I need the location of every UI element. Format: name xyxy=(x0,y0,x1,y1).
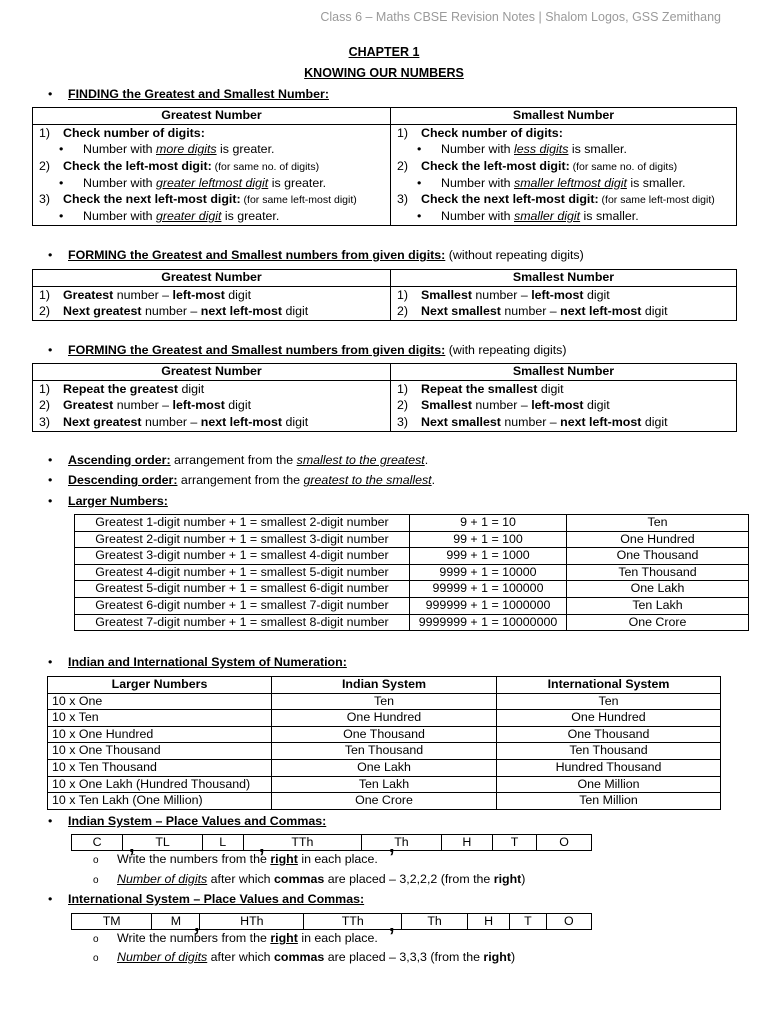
table-cell: 999999 + 1 = 1000000 xyxy=(410,597,567,614)
table-cell: One Lakh xyxy=(272,759,497,776)
table-row xyxy=(48,759,721,776)
comma-mark: , xyxy=(259,835,265,857)
place-value-cell: TM xyxy=(72,914,152,930)
table-cell: Greatest 4-digit number + 1 = smallest 5-digit number xyxy=(75,564,410,581)
table-cell: One Hundred xyxy=(272,710,497,727)
table-row xyxy=(75,597,749,614)
table-cell: Ten Thousand xyxy=(567,564,749,581)
table-cell: 10 x Ten Lakh (One Million) xyxy=(48,793,272,810)
table-row xyxy=(48,726,721,743)
chapter-subtitle: KNOWING OUR NUMBERS xyxy=(304,66,464,80)
table-cell: Greatest 5-digit number + 1 = smallest 6-digit number xyxy=(75,581,410,598)
table-cell: Ten Million xyxy=(497,793,721,810)
table-cell: One Thousand xyxy=(567,548,749,565)
place-value-cell: M xyxy=(152,914,200,930)
place-value-cell: L xyxy=(202,835,243,851)
indian-pv-note-2: o Number of digits after which commas are placed – 3,2,2,2 (from the right) xyxy=(93,872,526,886)
table-cell: Ten xyxy=(272,693,497,710)
international-place-value-table xyxy=(71,913,592,930)
table-cell: Ten Thousand xyxy=(272,743,497,760)
finding-heading: • FINDING the Greatest and Smallest Number: xyxy=(48,87,329,101)
page-header: Class 6 – Maths CBSE Revision Notes | Shalom Logos, GSS Zemithang xyxy=(320,10,721,24)
place-value-cell: HTh xyxy=(200,914,304,930)
table-cell: One Thousand xyxy=(272,726,497,743)
table-cell: 10 x One xyxy=(48,693,272,710)
table-cell: Greatest 2-digit number + 1 = smallest 3-digit number xyxy=(75,531,410,548)
table-row xyxy=(48,710,721,727)
systems-heading: • Indian and International System of Numeration: xyxy=(48,655,347,669)
table-cell: One Hundred xyxy=(567,531,749,548)
table-cell: Greatest 3-digit number + 1 = smallest 4-digit number xyxy=(75,548,410,565)
table-row xyxy=(48,693,721,710)
comma-mark: , xyxy=(389,835,395,857)
descending-order: • Descending order: arrangement from the greatest to the smallest. xyxy=(48,473,436,487)
table-cell: 999 + 1 = 1000 xyxy=(410,548,567,565)
table-cell: 10 x Ten xyxy=(48,710,272,727)
table-cell: Hundred Thousand xyxy=(497,759,721,776)
comma-mark: , xyxy=(389,914,395,936)
forming-repeat-heading: • FORMING the Greatest and Smallest numbers from given digits: (with repeating digits) xyxy=(48,343,567,357)
place-value-cell: O xyxy=(537,835,592,851)
place-value-cell: TL xyxy=(123,835,203,851)
larger-numbers-table xyxy=(74,514,749,631)
place-value-cell: Th xyxy=(402,914,468,930)
table-cell: Greatest 7-digit number + 1 = smallest 8-digit number xyxy=(75,614,410,631)
table-cell: 9999999 + 1 = 10000000 xyxy=(410,614,567,631)
table-row xyxy=(48,776,721,793)
place-value-cell: T xyxy=(510,914,546,930)
table-cell: One Thousand xyxy=(497,726,721,743)
indian-pv-heading: • Indian System – Place Values and Commas: xyxy=(48,814,327,828)
table-cell: 99 + 1 = 100 xyxy=(410,531,567,548)
table-cell: Ten Lakh xyxy=(567,597,749,614)
place-value-cell: TTh xyxy=(304,914,402,930)
table-cell: Greatest 1-digit number + 1 = smallest 2-digit number xyxy=(75,515,410,532)
finding-table: Greatest Number Smallest Number 1) Check number of digits: • Number with more digits is greater. 2) Check the left-most digit: (for same no. of digits) • Number with greater leftmost digit is greater. 3) Check the next left-most digit: (for same left-most digit) • Number with greater digit is greater. 1) Check number of digits: • Number with less digits is smaller. 2) Check the left-most digit: (for same no. of digits) • Number with smaller leftmost digit is smaller. 3) Check the next left-most digit: (for same left-most digit) • Number with smaller digit is smaller. xyxy=(32,107,737,226)
table-cell: Ten Thousand xyxy=(497,743,721,760)
table-row xyxy=(75,531,749,548)
table-row xyxy=(75,515,749,532)
place-value-cell: H xyxy=(467,914,509,930)
table-cell: Ten xyxy=(567,515,749,532)
table-cell: 99999 + 1 = 100000 xyxy=(410,581,567,598)
table-cell: 10 x One Lakh (Hundred Thousand) xyxy=(48,776,272,793)
table-cell: 9999 + 1 = 10000 xyxy=(410,564,567,581)
forming-no-repeat-heading: • FORMING the Greatest and Smallest numbers from given digits: (without repeating digits) xyxy=(48,248,584,262)
table-cell: One Crore xyxy=(567,614,749,631)
table-row xyxy=(75,581,749,598)
table-cell: One Crore xyxy=(272,793,497,810)
comma-mark: , xyxy=(194,914,200,936)
indian-place-value-table xyxy=(71,834,592,851)
finding-greatest-cell: 1) Check number of digits: • Number with more digits is greater. 2) Check the left-most digit: (for same no. of digits) • Number with greater leftmost digit is greater. 3) Check the next left-most digit: (for same left-most digit) • Number with greater digit is greater. xyxy=(33,124,391,225)
table-cell: Ten Lakh xyxy=(272,776,497,793)
table-row xyxy=(48,743,721,760)
indian-pv-note-1: o Write the numbers from the right in each place. xyxy=(93,852,378,866)
table-cell: One Million xyxy=(497,776,721,793)
table-cell: 10 x One Thousand xyxy=(48,743,272,760)
table-row xyxy=(48,793,721,810)
table-cell: 10 x Ten Thousand xyxy=(48,759,272,776)
table-row xyxy=(75,614,749,631)
table-cell: One Hundred xyxy=(497,710,721,727)
numeration-systems-table: Larger Numbers Indian System International System 10 x One Ten Ten 10 x Ten One Hundred One Hundred 10 x One Hundred One Thousand One Thousand 10 x One Thousand Ten Thousand Ten Thousand 10 x Ten Thousand One Lakh Hundred Thousand 10 x One Lakh (Hundred Thousand) Ten Lakh One Million 10 x Ten Lakh (One Million) One Crore Ten Million xyxy=(47,676,721,810)
place-value-cell: O xyxy=(546,914,591,930)
place-value-cell: C xyxy=(72,835,123,851)
forming-no-repeat-table: Greatest Number Smallest Number 1) Greatest number – left-most digit 2) Next greatest number – next left-most digit 1) Smallest number – left-most digit 2) Next smallest number – next left-most digit xyxy=(32,269,737,321)
table-row xyxy=(75,564,749,581)
table-cell: Greatest 6-digit number + 1 = smallest 7-digit number xyxy=(75,597,410,614)
place-value-cell: TTh xyxy=(243,835,362,851)
table-cell: 9 + 1 = 10 xyxy=(410,515,567,532)
table-cell: Ten xyxy=(497,693,721,710)
intl-pv-heading: • International System – Place Values and Commas: xyxy=(48,892,365,906)
larger-numbers-heading: • Larger Numbers: xyxy=(48,494,168,508)
intl-pv-note-2: o Number of digits after which commas are placed – 3,3,3 (from the right) xyxy=(93,950,516,964)
finding-smallest-cell: 1) Check number of digits: • Number with less digits is smaller. 2) Check the left-most digit: (for same no. of digits) • Number with smaller leftmost digit is smaller. 3) Check the next left-most digit: (for same left-most digit) • Number with smaller digit is smaller. xyxy=(391,124,737,225)
table-cell: One Lakh xyxy=(567,581,749,598)
table-row xyxy=(75,548,749,565)
place-value-cell: Th xyxy=(362,835,442,851)
table-cell: 10 x One Hundred xyxy=(48,726,272,743)
forming-repeat-table: Greatest Number Smallest Number 1) Repeat the greatest digit 2) Greatest number – left-most digit 3) Next greatest number – next left-most digit 1) Repeat the smallest digit 2) Smallest number – left-most digit 3) Next smallest number – next left-most digit xyxy=(32,363,737,432)
comma-mark: , xyxy=(129,835,135,857)
chapter-title: CHAPTER 1 xyxy=(348,45,420,59)
place-value-cell: T xyxy=(493,835,537,851)
intl-pv-note-1: o Write the numbers from the right in each place. xyxy=(93,931,378,945)
place-value-cell: H xyxy=(441,835,492,851)
ascending-order: • Ascending order: arrangement from the smallest to the greatest. xyxy=(48,453,429,467)
